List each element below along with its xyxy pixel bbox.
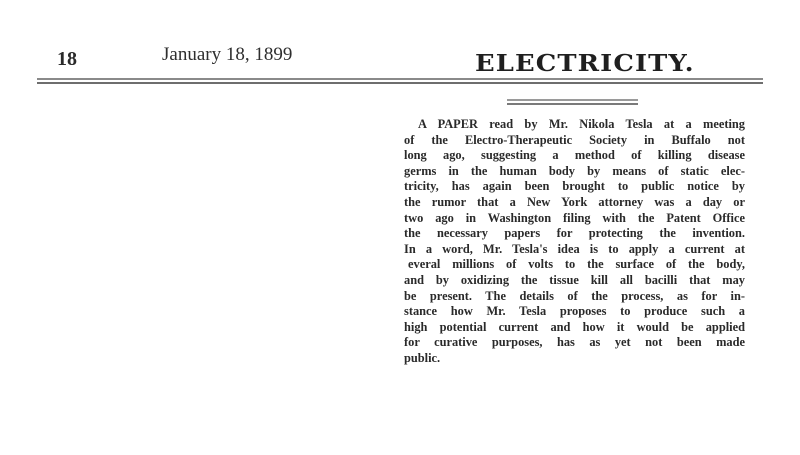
article-line: the rumor that a New York attorney was a day or	[404, 194, 745, 209]
article-body	[404, 117, 745, 367]
rule-line-bottom	[507, 103, 638, 105]
page-number: 18	[57, 48, 77, 70]
article-line: two ago in Washington filing with the Patent Office	[404, 210, 745, 225]
article-line: public.	[404, 350, 441, 365]
article-line: stance how Mr. Tesla proposes to produce such a	[404, 304, 745, 319]
article-line: long ago, suggesting a method of killing disease	[404, 148, 745, 163]
article-line: In a word, Mr. Tesla's idea is to apply a current at	[404, 241, 745, 256]
column-separator-rule	[507, 99, 638, 106]
article-line: A PAPER read by Mr. Nikola Tesla at a meeting	[418, 117, 745, 131]
rule-line-top	[37, 78, 763, 80]
article-line: germs in the human body by means of static elec-	[404, 163, 745, 178]
article-line: everal millions of volts to the surface of the body,	[408, 257, 745, 272]
article-line: high potential current and how it would be applied	[404, 319, 745, 334]
article-line: for curative purposes, has as yet not been made	[404, 335, 745, 350]
article-line: tricity, has again been brought to public notice by	[404, 179, 745, 194]
issue-date: January 18, 1899	[162, 44, 293, 65]
header-double-rule	[37, 78, 763, 85]
article-line: the necessary papers for protecting the invention.	[404, 226, 745, 241]
article-line: of the Electro-Therapeutic Society in Buffalo not	[404, 132, 745, 147]
rule-line-top	[507, 99, 638, 101]
publication-masthead: ELECTRICITY.	[475, 50, 695, 77]
article-line: and by oxidizing the tissue kill all bacilli that may	[404, 272, 745, 287]
rule-line-bottom	[37, 82, 763, 84]
article-line: be present. The details of the process, as for in-	[404, 288, 745, 303]
